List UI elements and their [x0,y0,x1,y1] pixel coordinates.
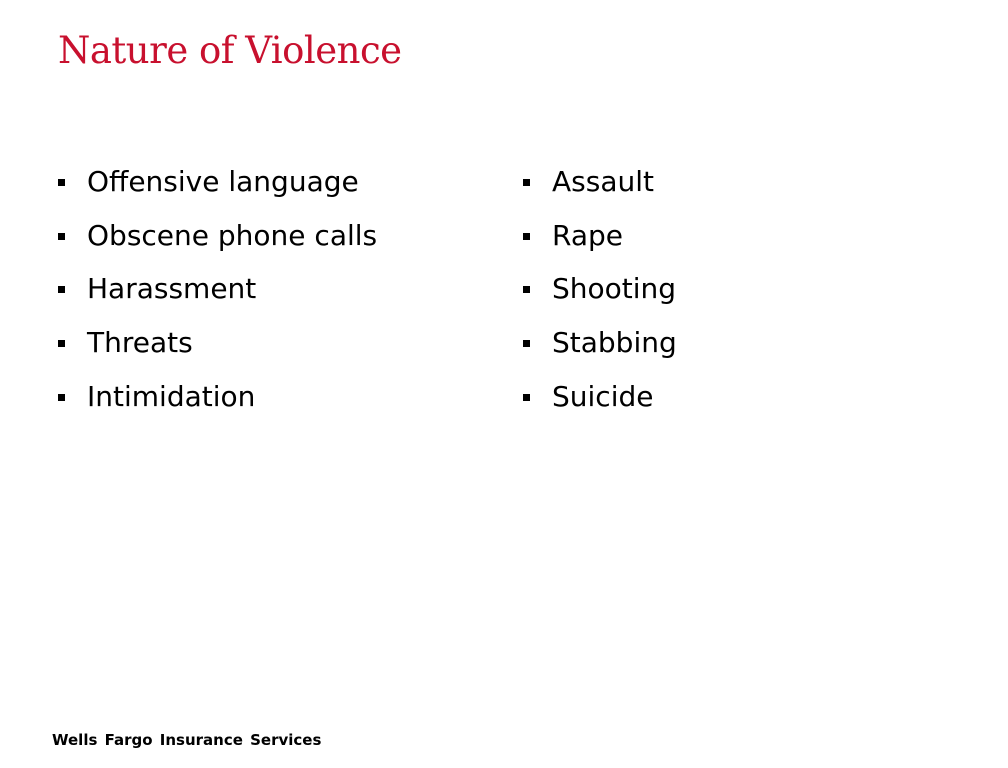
list-item-text: Suicide [552,379,654,413]
list-item-text: Intimidation [87,379,256,413]
left-bullet-list [58,155,377,423]
list-item-text: Shooting [552,272,677,306]
square-bullet-icon [58,394,65,401]
list-item [523,155,677,209]
list-item [523,316,677,370]
list-item [58,369,377,423]
list-item-text: Obscene phone calls [87,218,378,252]
list-item-text: Stabbing [552,326,677,360]
right-bullet-list [523,155,677,423]
list-item-text: Offensive language [87,165,359,199]
list-item [58,316,377,370]
square-bullet-icon [58,179,65,186]
square-bullet-icon [523,340,530,347]
square-bullet-icon [58,233,65,240]
list-item [523,262,677,316]
list-item [58,262,377,316]
square-bullet-icon [58,340,65,347]
square-bullet-icon [523,394,530,401]
list-item-text: Assault [552,165,654,199]
square-bullet-icon [523,233,530,240]
square-bullet-icon [523,179,530,186]
footer-company-name: Wells Fargo Insurance Services [52,731,322,749]
list-item [523,369,677,423]
list-item-text: Harassment [87,272,257,306]
list-item [58,209,377,263]
list-item-text: Threats [87,326,193,360]
square-bullet-icon [58,286,65,293]
square-bullet-icon [523,286,530,293]
slide-title: Nature of Violence [58,29,402,72]
list-item-text: Rape [552,218,623,252]
list-item [523,209,677,263]
list-item [58,155,377,209]
